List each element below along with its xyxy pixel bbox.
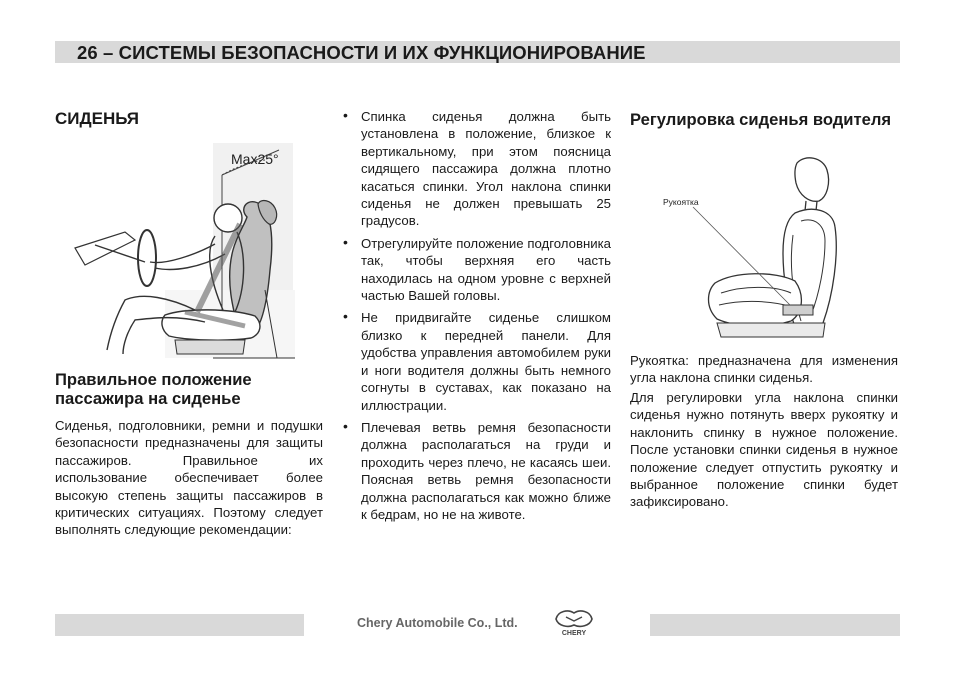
- header-bar: [55, 41, 900, 63]
- handle-label: Рукоятка: [663, 197, 699, 207]
- footer-bar-left: [55, 614, 304, 636]
- list-item: • Отрегулируйте положение подголовника так, чтобы верхняя его часть находилась на одном уровне с верхней частью Вашей головы.: [343, 233, 611, 304]
- list-item: • Плечевая ветвь ремня безопасности должна располагаться на груди и проходить через плечо, не касаясь шеи. Поясная ветвь ремня безопасности должна располагаться как можно ближе к бедрам, но не на животе.: [343, 417, 611, 522]
- page-title: 26 – СИСТЕМЫ БЕЗОПАСНОСТИ И ИХ ФУНКЦИОНИРОВАНИЕ: [77, 42, 646, 63]
- passenger-position-heading: Правильное положение пассажира на сиденье: [55, 370, 252, 408]
- logo-text: CHERY: [561, 630, 587, 637]
- bullet-icon: •: [343, 417, 348, 434]
- seating-position-illustration: [65, 140, 305, 362]
- seats-intro-paragraph: Сиденья, подголовники, ремни и подушки безопасности предназначены для защиты пассажиров. Правильное их использование обеспечивает более высокую степень защиты пассажиров в критических ситуациях. Поэтому следует выполнять следующие рекомендации:: [55, 418, 323, 538]
- chery-logo-icon: [550, 609, 598, 637]
- recommendations-list: [341, 108, 611, 528]
- section-title: СИДЕНЬЯ: [55, 109, 140, 128]
- list-item: • Не придвигайте сиденье слишком близко к передней панели. Для удобства управления автомобилем руки и ноги водителя должны быть немного согнуты в суставах, как показано на иллюстрации.: [343, 308, 611, 413]
- seat-adjustment-heading: Регулировка сиденья водителя: [630, 110, 892, 129]
- bullet-icon: •: [343, 107, 348, 123]
- footer-bar-right: [650, 614, 900, 636]
- bullet-icon: •: [343, 308, 348, 325]
- footer-company: Chery Automobile Co., Ltd.: [357, 616, 518, 630]
- driver-seat-illustration: [655, 155, 860, 345]
- bullet-icon: •: [343, 233, 348, 250]
- handle-description: Рукоятка: предназначена для изменения угла наклона спинки сиденья.: [630, 353, 898, 386]
- max-angle-label: Max25°: [231, 151, 279, 167]
- adjustment-instructions: Для регулировки угла наклона спинки сиденья нужно потянуть вверх рукоятку и наклонить спинку в нужное положение. После установки спинки сиденья в нужное положение следует отпустить рукоятку и выбранное положение спинки будет зафиксировано.: [630, 390, 898, 510]
- list-item: • Спинка сиденья должна быть установлена в положение, близкое к вертикальному, при этом поясница сидящего пассажира должна плотно касаться спинки. Угол наклона спинки сиденья не должен превышать 25 градусов.: [343, 107, 611, 229]
